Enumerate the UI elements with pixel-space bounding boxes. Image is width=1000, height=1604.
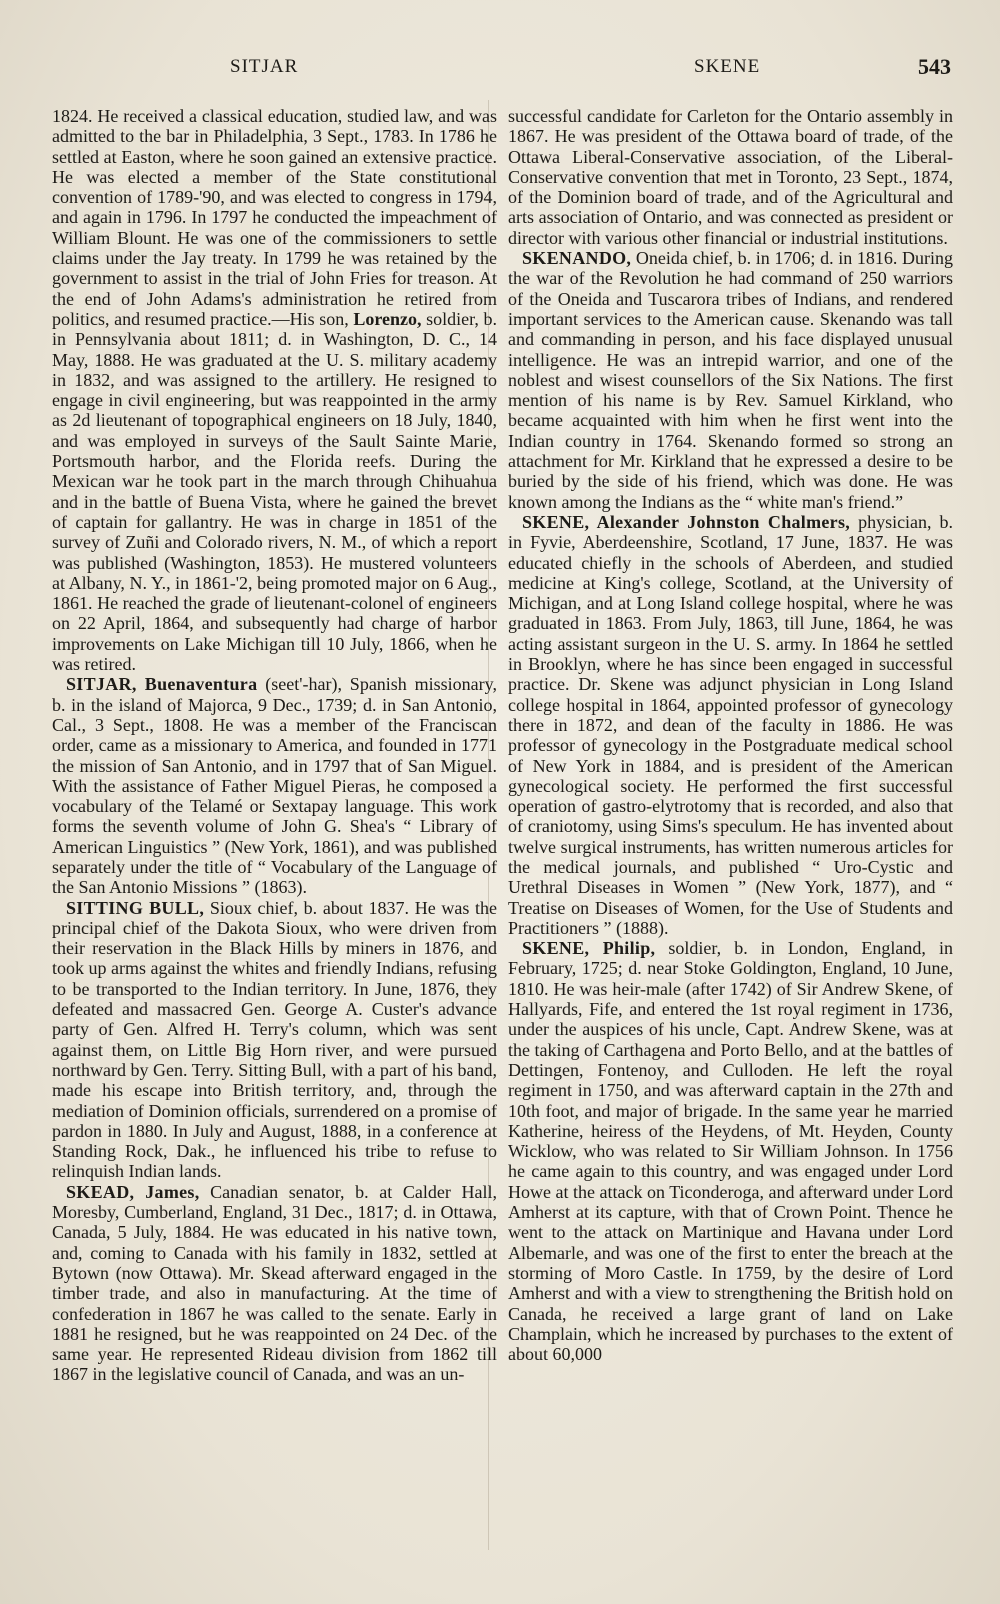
entry-sitting-bull [52,898,497,1182]
entry-headword: SKEAD, James, [66,1181,200,1202]
entry-skene-alexander [508,512,953,938]
entry-text: Canadian senator, b. at Calder Hall, Moresby, Cumberland, England, 31 Dec., 1817; d. in Ottawa, Canada, 5 July, 1884. He was educated in his native town, and, coming to Canada with his family in 1832, settled at Bytown (now Ottawa). Mr. Skead afterward engaged in the timber trade, and also in manufacturing. At the time of confederation in 1867 he was called to the senate. Early in 1881 he resigned, but he was reappointed on 24 Dec. of the same year. He represented Rideau division from 1862 till 1867 in the legislative council of Canada, and was an un- [52,1181,498,1385]
entry-headword: SKENE, Philip, [522,938,656,959]
entry-continuation [508,106,953,248]
entry-continuation [52,106,497,674]
subentry-name: Lorenzo, [353,308,422,329]
entry-text: physician, b. in Fyvie, Aberdeenshire, Scotland, 17 June, 1837. He was educated chiefly in the schools of Aberdeen, and studied medicine at King's college, Scotland, at the University of Michigan, and at Long Island college hospital, where he was graduated in 1863. From July, 1863, till June, 1864, he was acting assistant surgeon in the U. S. army. In 1864 he settled in Brooklyn, where he has since been engaged in successful practice. Dr. Skene was adjunct physician in Long Island college hospital in 1864, appointed professor of gynecology there in 1872, and dean of the faculty in 1886. He was professor of gynecology in the Postgraduate medical school of New York in 1884, and is president of the American gynecological society. He performed the first successful operation of gastro-elytrotomy that is recorded, and also that of craniotomy, using Sims's speculum. He has invented about twelve surgical instruments, has written numerous articles for the medical journals, and published “ Uro-Cystic and Urethral Diseases in Women ” (New York, 1877), and “ Treatise on Diseases of Women, for the Use of Students and Practitioners ” (1888). [508,511,954,938]
entry-skene-philip [508,938,953,1364]
running-head-left: SITJAR [230,56,299,77]
entry-skenando [508,248,953,512]
entry-skead [52,1182,497,1385]
entry-text: successful candidate for Carleton for the Ontario assembly in 1867. He was president of the Ottawa board of trade, of the Ottawa Liberal-Conservative association, of the Liberal-Conservative convention that met in Toronto, 23 Sept., 1874, of the Dominion board of trade, and of the Agricultural and arts association of Ontario, and was connected as president or director with various other financial or industrial institutions. [508,106,953,248]
entry-text: Oneida chief, b. in 1706; d. in 1816. During the war of the Revolution he had command of 250 warriors of the Oneida and Tuscarora tribes of Indians, and rendered important services to the American cause. Skenando was tall and commanding in person, and his face displayed unusual intelligence. He was an intrepid warrior, and one of the noblest and wisest counsellors of the Six Nations. The first mention of his name is by Rev. Samuel Kirkland, who became acquainted with him when he first went into the Indian country in 1764. Skenando formed so strong an attachment for Mr. Kirkland that he expressed a desire to be buried by the side of his friend, which was done. He was known among the Indians as the “ white man's friend.” [508,248,954,512]
entry-sitjar [52,674,497,897]
running-head-center: SKENE [694,56,761,77]
right-column [508,106,953,1364]
entry-text: (seet'-har), Spanish missionary, b. in the island of Majorca, 9 Dec., 1739; d. in San Antonio, Cal., 3 Sept., 1808. He was a member of the Franciscan order, came as a missionary to America, and founded in 1771 the mission of San Antonio, and in 1797 that of San Miguel. With the assistance of Father Miguel Pieras, he composed a vocabulary of the Telamé or Sextapay language. This work forms the seventh volume of John G. Shea's “ Library of American Linguistics ” (New York, 1861), and was published separately under the title of “ Vocabulary of the Language of the San Antonio Missions ” (1863). [52,674,497,898]
entry-text: soldier, b. in London, England, in February, 1725; d. near Stoke Goldington, England, 10 June, 1810. He was heir-male (after 1742) of Sir Andrew Skene, of Hallyards, Fife, and entered the 1st royal regiment in 1736, under the auspices of his uncle, Capt. Andrew Skene, was at the taking of Carthagena and Porto Bello, and at the battles of Dettingen, Fontenoy, and Culloden. He left the royal regiment in 1750, and was afterward captain in the 27th and 10th foot, and major of brigade. In the same year he married Katherine, heiress of the Heydens, of Mt. Heyden, County Wicklow, who was related to Sir William Johnson. In 1756 he came again to this country, and was engaged under Lord Howe at the attack on Ticonderoga, and afterward under Lord Amherst at its capture, with that of Crown Point. Thence he went to the attack on Martinique and Havana under Lord Albemarle, and was one of the first to enter the breach at the storming of Moro Castle. In 1759, by the desire of Lord Amherst and with a view to strengthening the British hold on Canada, he received a large grant of land on Lake Champlain, which he increased by purchases to the extent of about 60,000 [508,938,953,1365]
entry-headword: SKENE, Alexander Johnston Chalmers, [522,511,851,532]
left-column [52,106,497,1385]
entry-headword: SKENANDO, [522,248,632,269]
page-number: 543 [918,54,951,79]
entry-headword: SITTING BULL, [66,897,205,918]
entry-text: 1824. He received a classical education, studied law, and was admitted to the bar in Philadelphia, 3 Sept., 1783. In 1786 he settled at Easton, where he soon gained an extensive practice. He was elected a member of the State constitutional convention of 1789-'90, and was elected to congress in 1794, and again in 1796. In 1797 he conducted the impeachment of William Blount. He was one of the commissioners to settle claims under the Jay treaty. In 1799 he was retained by the government to assist in the trial of John Fries for treason. At the end of John Adams's administration he retired from politics, and resumed practice.—His son, [52,106,497,329]
entry-text: soldier, b. in Pennsylvania about 1811; d. in Washington, D. C., 14 May, 1888. He was graduated at the U. S. military academy in 1832, and was assigned to the artillery. He resigned to engage in civil engineering, but was reappointed in the army as 2d lieutenant of topographical engineers on 18 July, 1840, and was employed in surveys of the Sault Sainte Marie, Portsmouth harbor, and the Florida reefs. During the Mexican war he took part in the march through Chihuahua and in the battle of Buena Vista, where he gained the brevet of captain for gallantry. He was in charge in 1851 of the survey of Zuñi and Colorado rivers, N. M., of which a report was published (Washington, 1853). He mustered volunteers at Albany, N. Y., in 1861-'2, being promoted major on 6 Aug., 1861. He reached the grade of lieutenant-colonel of engineers on 22 April, 1864, and subsequently had charge of harbor improvements on Lake Michigan till 10 July, 1866, when he was retired. [52,308,497,675]
entry-headword: SITJAR, Buenaventura [66,674,258,695]
entry-text: Sioux chief, b. about 1837. He was the principal chief of the Dakota Sioux, who were driven from their reservation in the Black Hills by miners in 1876, and took up arms against the whites and friendly Indians, refusing to be transported to the Indian territory. In June, 1876, they defeated and massacred Gen. George A. Custer's advance party of Gen. Alfred H. Terry's column, which was sent against them, on Little Big Horn river, and were pursued northward by Gen. Terry. Sitting Bull, with a part of his band, made his escape into British territory, and, through the mediation of Dominion officials, surrendered on a promise of pardon in 1880. In July and August, 1888, in a conference at Standing Rock, Dak., he influenced his tribe to refuse to relinquish Indian lands. [52,897,498,1182]
